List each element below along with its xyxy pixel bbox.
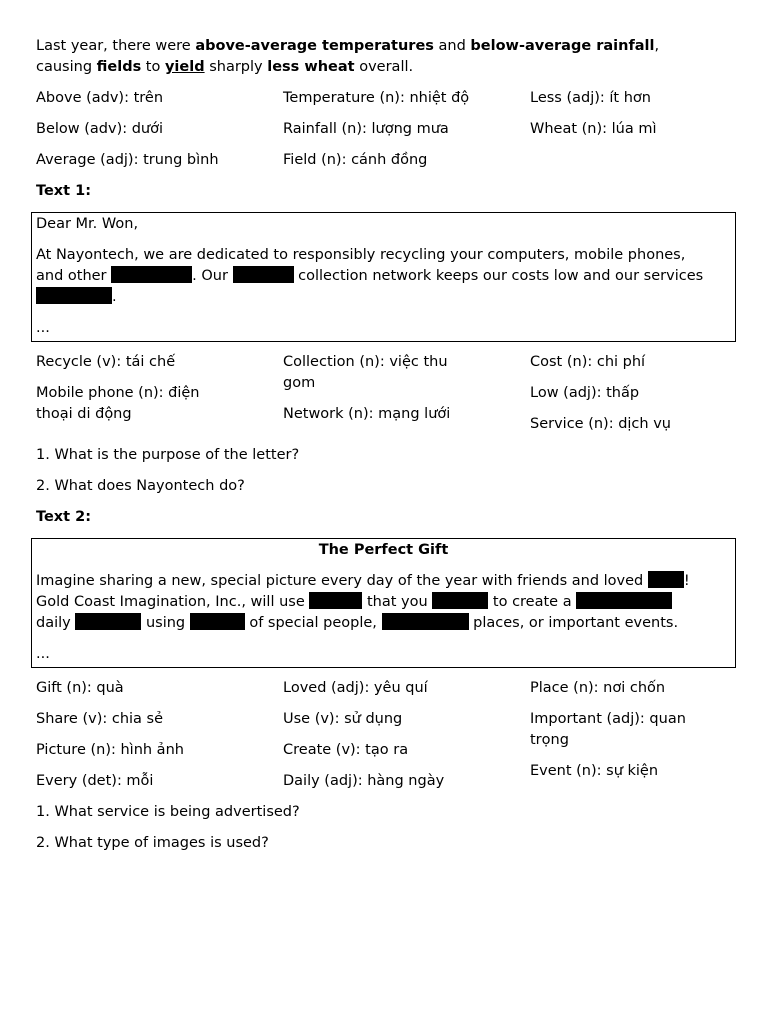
vocab-column	[530, 678, 736, 792]
ad-text: !	[683, 573, 690, 589]
intro-text: and	[433, 38, 471, 54]
ad-text: daily	[36, 615, 76, 631]
vocab-item: Above (adv): trên	[36, 90, 164, 106]
vocab-item: Use (v): sử dụng	[283, 711, 403, 727]
intro-text: to	[141, 59, 165, 75]
text1-heading: Text 1:	[36, 183, 92, 199]
vocab-column	[283, 678, 530, 792]
redacted-word	[432, 592, 488, 609]
ad-ellipsis: ...	[36, 646, 50, 662]
vocab-table-text1	[36, 352, 736, 435]
intro-sentence	[36, 36, 736, 78]
ad-text: to create a	[488, 594, 577, 610]
redacted-word	[576, 592, 672, 609]
question: 2. What does Nayontech do?	[36, 478, 245, 494]
intro-bold-term: above-average temperatures	[195, 38, 434, 54]
intro-bold-term: below-average rainfall	[470, 38, 655, 54]
intro-text: Last year, there were	[36, 38, 196, 54]
vocab-column	[36, 352, 283, 435]
vocab-item: Service (n): dịch vụ	[530, 416, 671, 432]
ad-text: using	[141, 615, 190, 631]
vocab-item: Cost (n): chi phí	[530, 354, 646, 370]
intro-text: ,	[654, 38, 660, 54]
vocab-item: Temperature (n): nhiệt độ	[283, 90, 470, 106]
worksheet	[36, 36, 736, 864]
vocab-item: Daily (adj): hàng ngày	[283, 773, 445, 789]
letter-text: At Nayontech, we are dedicated to responsibly recycling your computers, mobile phones,	[36, 247, 686, 263]
redacted-word	[648, 571, 684, 588]
vocab-column	[530, 352, 736, 435]
vocab-item: Share (v): chia sẻ	[36, 711, 164, 727]
vocab-table-text2	[36, 678, 736, 792]
question: 1. What is the purpose of the letter?	[36, 447, 300, 463]
vocab-item: Create (v): tạo ra	[283, 742, 409, 758]
vocab-column	[530, 88, 736, 171]
vocab-item: Gift (n): quà	[36, 680, 124, 696]
ad-text: Imagine sharing a new, special picture every day of the year with friends and loved	[36, 573, 648, 589]
ad-title: The Perfect Gift	[318, 542, 449, 558]
vocab-item: Important (adj): quan trọng	[530, 711, 686, 748]
ad-text: of special people,	[244, 615, 382, 631]
redacted-word	[382, 613, 469, 630]
intro-text: overall.	[354, 59, 414, 75]
vocab-item: Network (n): mạng lưới	[283, 406, 451, 422]
letter-text: . Our	[192, 268, 233, 284]
ad-text: Gold Coast Imagination, Inc., will use	[36, 594, 310, 610]
vocab-item: Place (n): nơi chốn	[530, 680, 666, 696]
vocab-item: Rainfall (n): lượng mưa	[283, 121, 449, 137]
letter-ellipsis: ...	[36, 320, 50, 336]
redacted-word	[111, 266, 192, 283]
vocab-item: Less (adj): ít hơn	[530, 90, 651, 106]
vocab-item: Recycle (v): tái chế	[36, 354, 176, 370]
vocab-column	[36, 678, 283, 792]
intro-bold-term: fields	[96, 59, 142, 75]
vocab-item: Field (n): cánh đồng	[283, 152, 428, 168]
vocab-item: Below (adv): dưới	[36, 121, 164, 137]
question: 1. What service is being advertised?	[36, 804, 300, 820]
vocab-item: Collection (n): việc thu gom	[283, 354, 448, 391]
vocab-item: Picture (n): hình ảnh	[36, 742, 184, 758]
intro-bold-term: less wheat	[267, 59, 355, 75]
text2-ad-box	[31, 538, 736, 668]
vocab-item: Low (adj): thấp	[530, 385, 640, 401]
intro-text: causing	[36, 59, 97, 75]
question: 2. What type of images is used?	[36, 835, 269, 851]
letter-text: .	[112, 289, 117, 305]
intro-underlined-term: yield	[164, 59, 205, 75]
redacted-word	[36, 287, 112, 304]
redacted-word	[75, 613, 141, 630]
vocab-item: Event (n): sự kiện	[530, 763, 659, 779]
letter-paragraph	[36, 245, 731, 308]
letter-salutation: Dear Mr. Won,	[36, 216, 139, 232]
vocab-column	[283, 352, 530, 435]
text2-heading: Text 2:	[36, 509, 92, 525]
letter-text: and other	[36, 268, 112, 284]
ad-text: places, or important events.	[468, 615, 679, 631]
redacted-word	[233, 266, 294, 283]
vocab-item: Mobile phone (n): điện thoại di động	[36, 385, 200, 422]
text1-letter-box	[31, 212, 736, 342]
vocab-item: Every (det): mỗi	[36, 773, 154, 789]
letter-text: collection network keeps our costs low and our services	[293, 268, 704, 284]
ad-paragraph	[36, 571, 731, 634]
vocab-item: Loved (adj): yêu quí	[283, 680, 428, 696]
vocab-table-intro	[36, 88, 736, 171]
vocab-item: Wheat (n): lúa mì	[530, 121, 657, 137]
ad-text: that you	[362, 594, 433, 610]
vocab-column	[283, 88, 530, 171]
redacted-word	[309, 592, 362, 609]
redacted-word	[190, 613, 245, 630]
vocab-item: Average (adj): trung bình	[36, 152, 219, 168]
vocab-column	[36, 88, 283, 171]
intro-text: sharply	[204, 59, 268, 75]
